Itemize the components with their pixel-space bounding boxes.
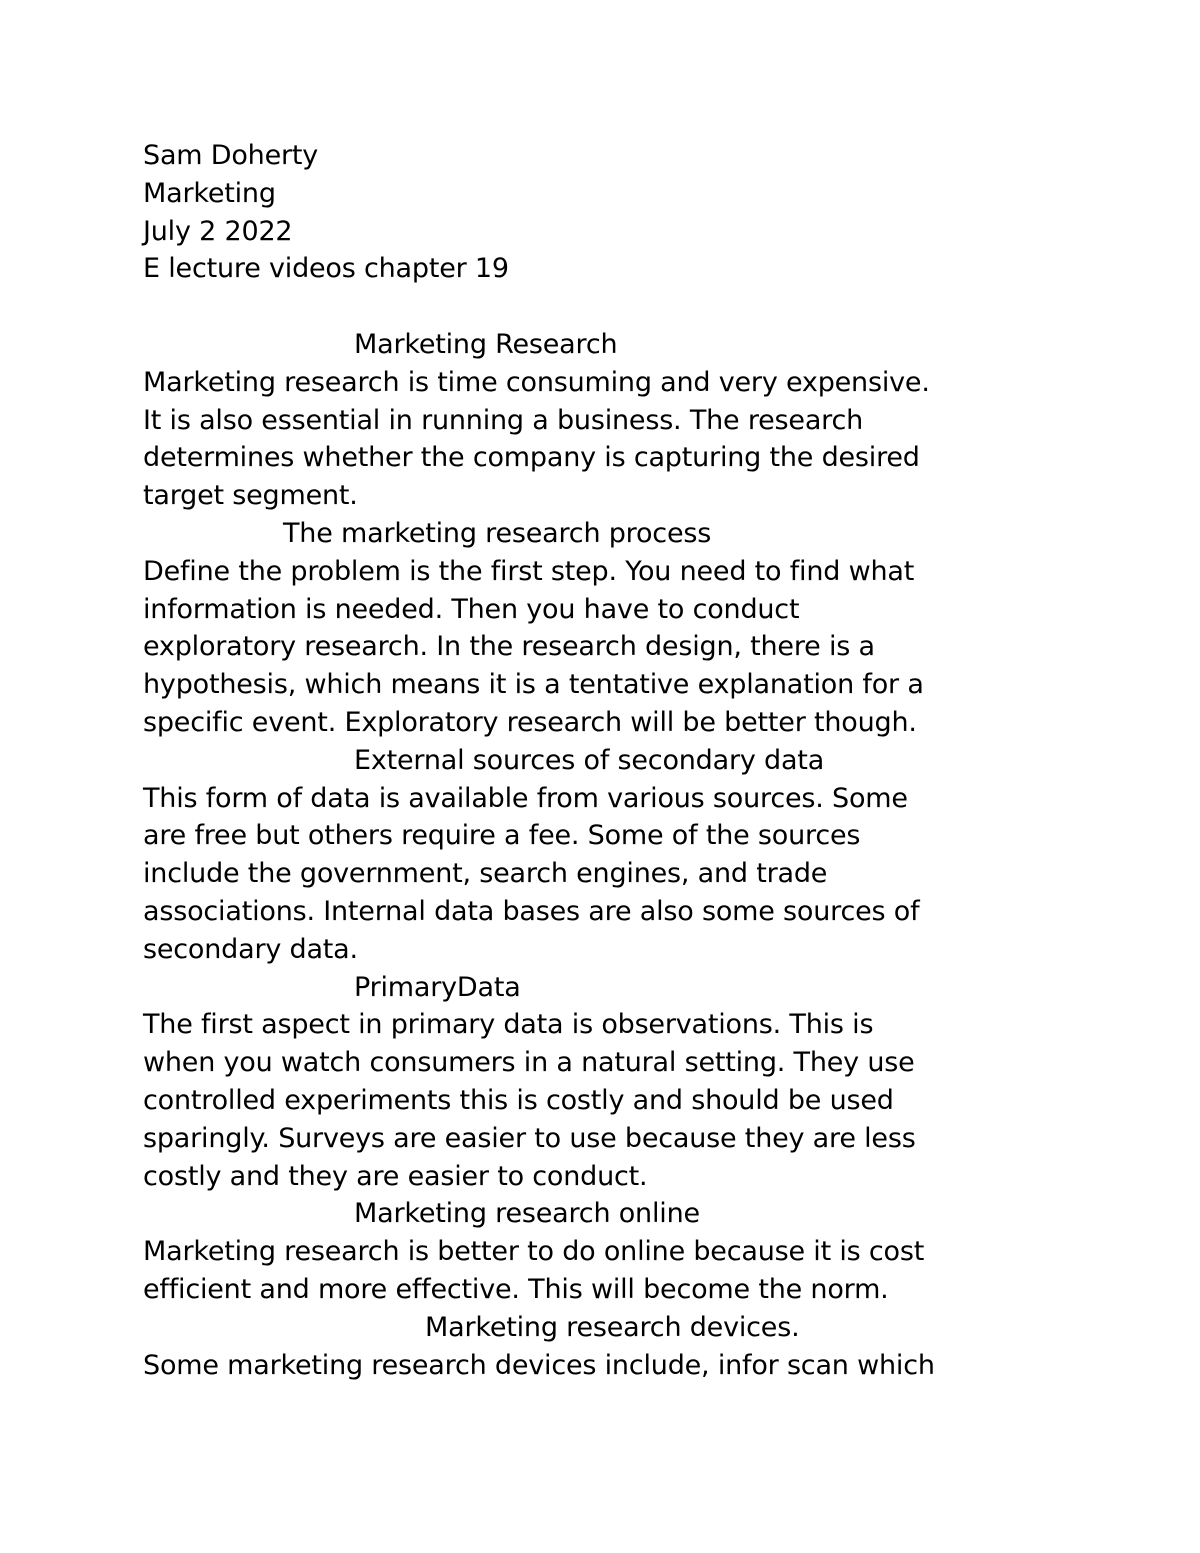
- paragraph-line: when you watch consumers in a natural setting. They use: [143, 1047, 915, 1079]
- paragraph-line: secondary data.: [143, 933, 358, 965]
- paragraph-line: sparingly. Surveys are easier to use because they are less: [143, 1122, 916, 1154]
- paragraph-line: costly and they are easier to conduct.: [143, 1160, 648, 1192]
- paragraph-line: are free but others require a fee. Some of the sources: [143, 820, 861, 852]
- paragraph-line: exploratory research. In the research design, there is a: [143, 631, 875, 663]
- paragraph-line: controlled experiments this is costly and should be used: [143, 1084, 894, 1116]
- paragraph-line: hypothesis, which means it is a tentative explanation for a: [143, 669, 924, 701]
- paragraph-line: target segment.: [143, 480, 358, 512]
- section-heading: PrimaryData: [354, 971, 521, 1003]
- section-heading: Marketing Research: [354, 328, 618, 360]
- document-body: [143, 137, 1073, 1384]
- paragraph-line: efficient and more effective. This will become the norm.: [143, 1273, 889, 1305]
- spacer: [143, 288, 1073, 326]
- course-name: Marketing: [143, 177, 276, 209]
- section-heading: External sources of secondary data: [354, 744, 825, 776]
- paragraph-line: Define the problem is the first step. You need to find what: [143, 555, 915, 587]
- paragraph-line: This form of data is available from various sources. Some: [143, 782, 908, 814]
- paragraph-line: determines whether the company is capturing the desired: [143, 442, 920, 474]
- author-name: Sam Doherty: [143, 140, 319, 171]
- paragraph-line: The first aspect in primary data is observations. This is: [143, 1009, 874, 1041]
- paragraph-line: include the government, search engines, and trade: [143, 858, 828, 890]
- assignment-title: E lecture videos chapter 19: [143, 253, 509, 285]
- paragraph-line: Marketing research is better to do online because it is cost: [143, 1236, 925, 1268]
- paragraph-line: Some marketing research devices include, infor scan which: [143, 1349, 935, 1381]
- section-heading: Marketing research online: [354, 1198, 700, 1230]
- section-heading: Marketing research devices.: [425, 1311, 800, 1343]
- paragraph-line: Marketing research is time consuming and very expensive.: [143, 366, 930, 398]
- paragraph-line: information is needed. Then you have to conduct: [143, 593, 800, 625]
- document-date: July 2 2022: [143, 215, 293, 247]
- paragraph-line: It is also essential in running a business. The research: [143, 404, 864, 436]
- paragraph-line: specific event. Exploratory research will be better though.: [143, 706, 917, 738]
- section-heading: The marketing research process: [283, 517, 712, 549]
- paragraph-line: associations. Internal data bases are also some sources of: [143, 895, 920, 927]
